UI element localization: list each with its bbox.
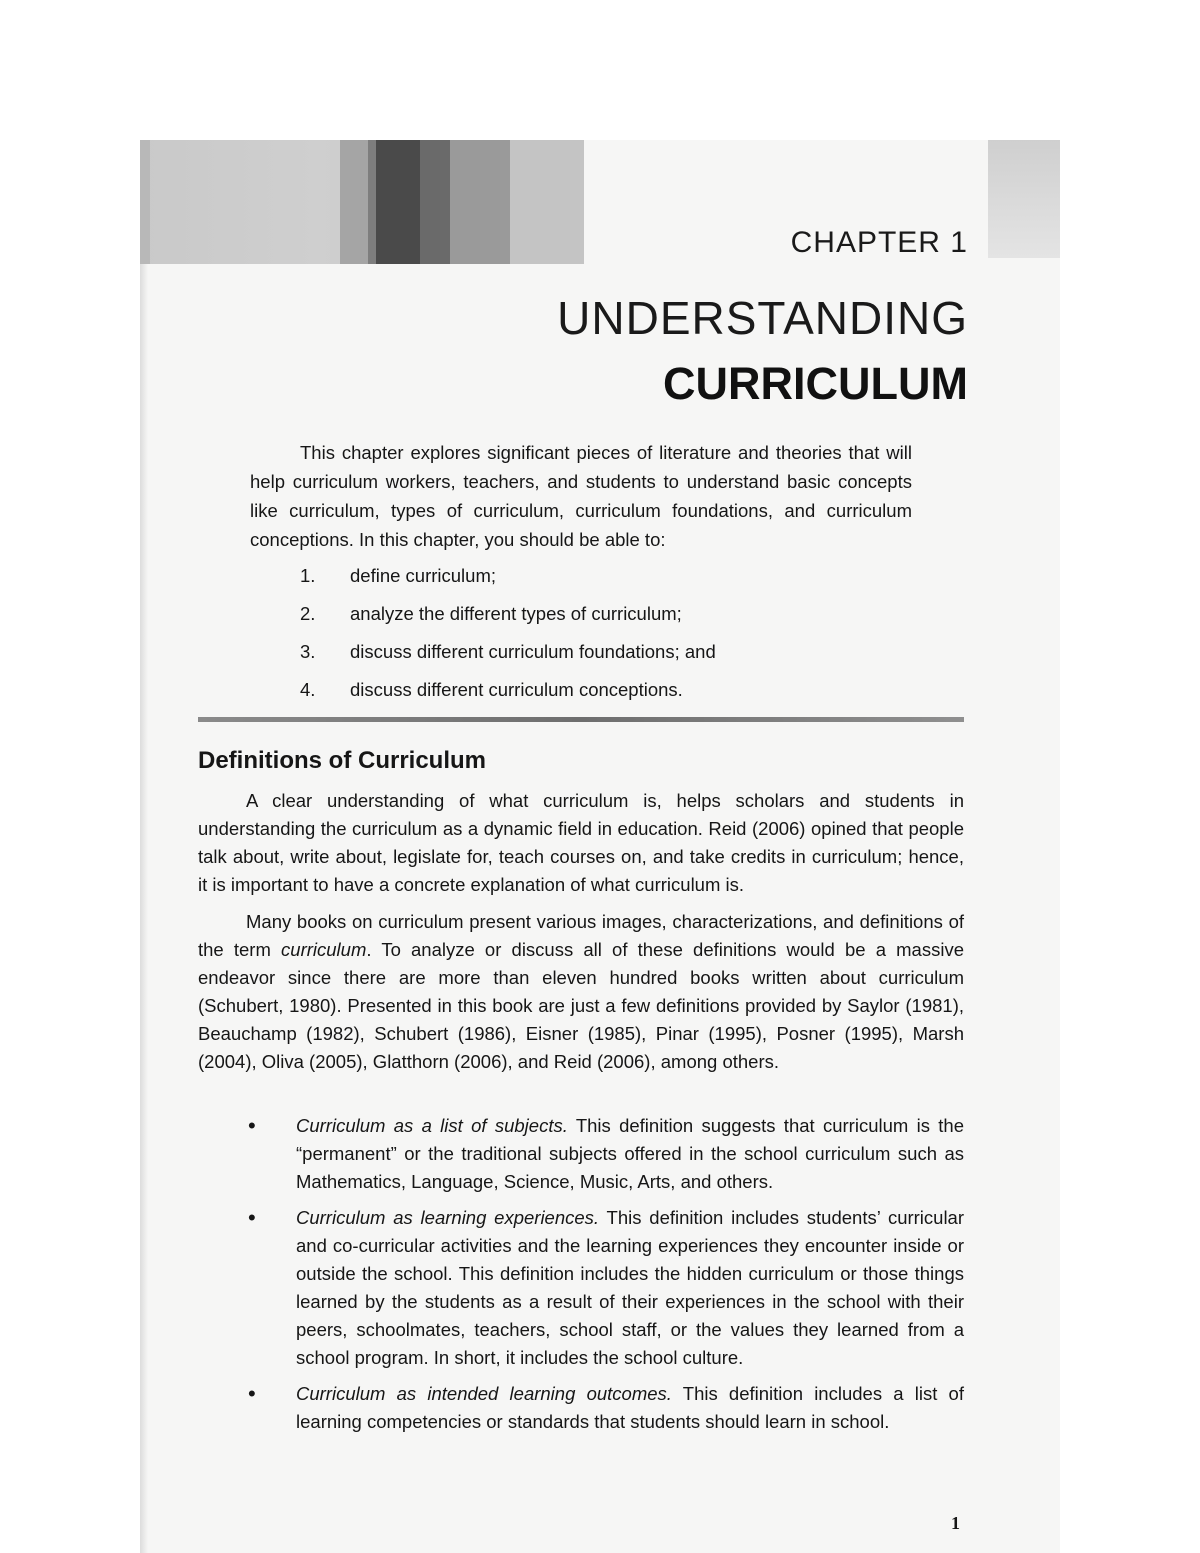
body-paragraph-1: A clear understanding of what curriculum is, helps scholars and students in understanding the curriculum as a dynamic field in education. Reid (2006) opined that people talk about, write about, legislate for, teach courses on, and take credits in curriculum; hence, it is important to have a concrete explanation of what curriculum is. — [198, 790, 964, 895]
chapter-title-line2: CURRICULUM — [663, 358, 968, 409]
objective-number: 4. — [300, 679, 316, 700]
banner-stripe — [340, 140, 368, 264]
bullet-marker: • — [248, 1381, 256, 1406]
chapter-title-line1: UNDERSTANDING — [557, 292, 968, 344]
paragraph-text: Many books on curriculum present various images, characterizations, and definitions of the term — [198, 911, 964, 960]
objective-text: discuss different curriculum foundations; and — [350, 641, 716, 662]
bullet-text — [296, 1380, 964, 1436]
objective-text: discuss different curriculum conceptions. — [350, 679, 683, 700]
body-paragraph-2 — [198, 908, 964, 1076]
bullet-description: This definition includes students’ curricular and co-curricular activities and the learning experiences they encounter inside or outside the school. This definition includes the hidden curriculum or those things learned by the students as a result of their experiences in the school with their peers, schoolmates, teachers, school staff, or the values they learned from a school program. In short, it includes the school culture. — [296, 1207, 965, 1368]
bullet-item — [248, 1112, 964, 1196]
banner-stripe — [420, 140, 450, 264]
banner-stripe — [510, 140, 584, 264]
objectives-list — [300, 562, 860, 714]
intro-paragraph: This chapter explores significant pieces of literature and theories that will help curriculum workers, teachers, and students to understand basic concepts like curriculum, types of curriculum, curriculum foundations, and curriculum conceptions. In this chapter, you should be able to: — [250, 442, 912, 550]
objective-text: define curriculum; — [350, 565, 497, 586]
bullet-text — [296, 1204, 964, 1372]
bullet-marker: • — [248, 1205, 256, 1230]
paragraph-text: . To analyze or discuss all of these definitions would be a massive endeavor since there are more than eleven hundred books written about curriculum (Schubert, 1980). Presented in this book are just a few definitions provided by Saylor (1981), Beauchamp (1982), Schubert (1986), Eisner (1985), Pinar (1995), Posner (1995), Marsh (2004), Oliva (2005), Glatthorn (2006), and Reid (2006), among others. — [198, 939, 964, 1072]
emphasized-term: curriculum — [281, 939, 367, 960]
bullet-description: This definition suggests that curriculum is the “permanent” or the traditional subjects offered in the school curriculum such as Mathematics, Language, Science, Music, Arts, and others. — [296, 1115, 964, 1192]
objective-item — [300, 676, 860, 714]
banner-stripe — [376, 140, 420, 264]
objective-item — [300, 562, 860, 600]
objective-number: 3. — [300, 641, 316, 662]
objective-item — [300, 638, 860, 676]
objective-item — [300, 600, 860, 638]
section-heading: Definitions of Curriculum — [198, 747, 486, 774]
chapter-banner-graphic — [140, 140, 584, 264]
banner-stripe — [450, 140, 510, 264]
section-divider — [198, 717, 964, 722]
banner-stripe — [368, 140, 376, 264]
objective-text: analyze the different types of curriculum; — [350, 603, 682, 624]
bullet-description: This definition includes a list of learning competencies or standards that students should learn in school. — [296, 1383, 964, 1432]
corner-graphic-block — [988, 140, 1060, 258]
bullet-item — [248, 1380, 964, 1436]
objective-number: 1. — [300, 565, 316, 586]
bullet-term: Curriculum as intended learning outcomes. — [296, 1383, 672, 1404]
bullet-item — [248, 1204, 964, 1372]
chapter-label: CHAPTER 1 — [790, 226, 968, 259]
bullet-marker: • — [248, 1113, 256, 1138]
bullet-term: Curriculum as a list of subjects. — [296, 1115, 568, 1136]
page-spine-shadow — [140, 260, 148, 1553]
bullet-term: Curriculum as learning experiences. — [296, 1207, 600, 1228]
bullet-text — [296, 1112, 964, 1196]
objective-number: 2. — [300, 603, 316, 624]
banner-stripe — [140, 140, 150, 264]
definitions-bullet-list — [248, 1112, 964, 1444]
page-number: 1 — [951, 1513, 960, 1533]
